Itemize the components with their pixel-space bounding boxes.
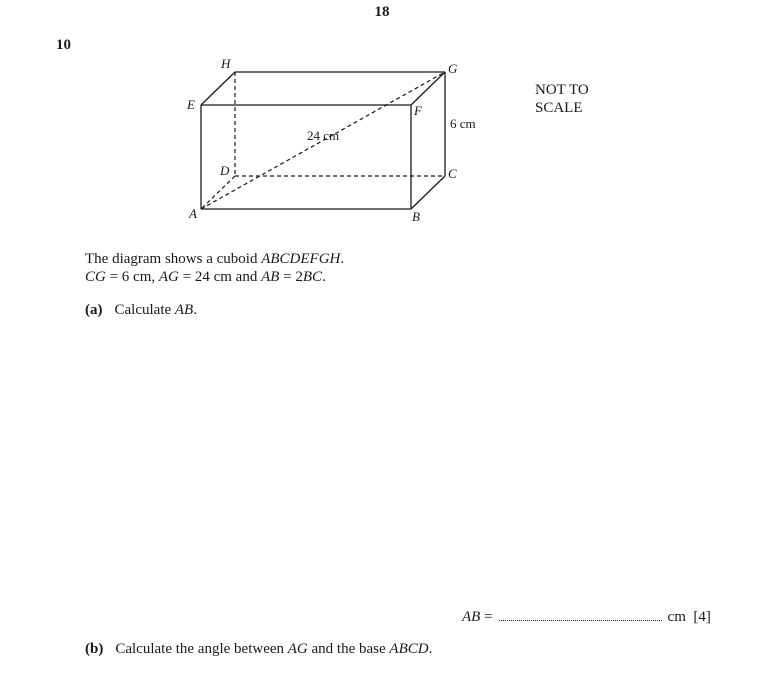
question-intro: [85, 250, 344, 286]
part-a-label: (a): [85, 302, 103, 318]
part-b-var1: AG: [287, 641, 308, 657]
part-b-end: .: [428, 641, 433, 657]
cuboid-name: ABCDEFGH: [261, 251, 341, 267]
label-diagonal-length: 24 cm: [307, 128, 340, 143]
answer-input-line[interactable]: [499, 606, 662, 621]
intro-line-2: [85, 268, 344, 286]
answer-unit: cm: [667, 609, 686, 625]
vertex-label-g: G: [448, 61, 458, 76]
answer-eq: =: [480, 609, 493, 625]
part-b-label: (b): [85, 641, 104, 657]
intro-line-1: [85, 250, 344, 268]
vertex-label-h: H: [221, 56, 231, 71]
part-a-answer-line: [462, 606, 711, 626]
question-number: 10: [56, 37, 71, 53]
hidden-edge-da: [201, 176, 235, 209]
part-a-prompt: [85, 302, 197, 319]
part-a-var: AB: [174, 302, 194, 318]
not-to-scale-line1: NOT TO: [535, 82, 589, 98]
var-cg: CG: [85, 269, 106, 285]
part-b-text2: and the base: [307, 641, 390, 657]
cuboid-diagram: [0, 0, 764, 240]
var-ag: AG: [158, 269, 179, 285]
vertex-label-f: F: [414, 103, 422, 118]
answer-var: AB: [462, 609, 481, 625]
marks-label: [4]: [693, 609, 711, 625]
eq-cg: = 6 cm,: [105, 269, 159, 285]
part-b-text1: Calculate the angle between: [115, 641, 288, 657]
page-number: 18: [374, 4, 390, 20]
eq-ag: = 24 cm and: [178, 269, 262, 285]
vertex-label-d: D: [220, 163, 230, 178]
vertex-label-c: C: [448, 166, 457, 181]
edge-cb: [411, 176, 445, 209]
vertex-label-e: E: [187, 97, 195, 112]
part-a-text: Calculate: [114, 302, 175, 318]
intro-line2-end: .: [322, 269, 326, 285]
var-bc: BC: [302, 269, 323, 285]
eq-ab: = 2: [279, 269, 303, 285]
vertex-label-a: A: [189, 206, 197, 221]
intro-text: The diagram shows a cuboid: [85, 251, 262, 267]
intro-end: .: [340, 251, 345, 267]
part-b-prompt: [85, 641, 432, 658]
vertex-label-b: B: [412, 209, 420, 224]
part-b-var2: ABCD: [389, 641, 429, 657]
not-to-scale-line2: SCALE: [535, 100, 583, 116]
var-ab: AB: [261, 269, 280, 285]
label-edge-length: 6 cm: [450, 116, 476, 131]
not-to-scale-note: [535, 81, 589, 117]
part-a-end: .: [193, 302, 197, 318]
edge-eh: [201, 72, 235, 105]
